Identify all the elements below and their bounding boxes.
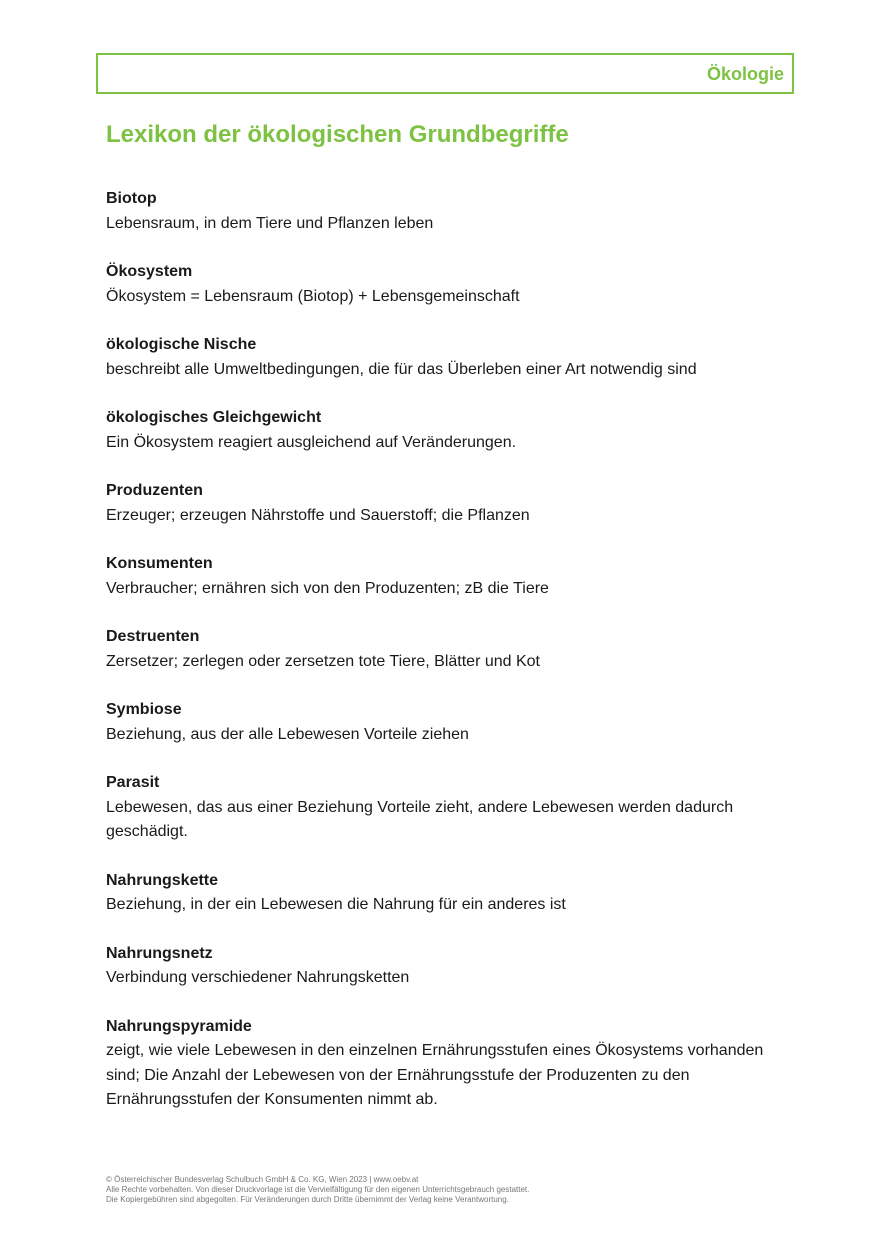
glossary-entry (106, 625, 796, 674)
glossary-entry (106, 552, 796, 601)
header-subject-label: Ökologie (706, 64, 784, 84)
glossary-entry (106, 333, 796, 382)
entry-term: Nahrungspyramide (106, 1017, 252, 1035)
entry-term: ökologisches Gleichgewicht (106, 409, 322, 426)
entry-definition: Lebensraum, in dem Tiere und Pflanzen leben (106, 214, 434, 232)
entry-definition: Ein Ökosystem reagiert ausgleichend auf Veränderungen. (106, 433, 517, 451)
entry-term: Biotop (106, 190, 157, 207)
entry-definition: Erzeuger; erzeugen Nährstoffe und Sauerstoff; die Pflanzen (106, 506, 530, 524)
entry-term: Symbiose (106, 701, 182, 718)
entry-definition: Ökosystem = Lebensraum (Biotop) + Lebensgemeinschaft (106, 287, 520, 305)
entry-definition: Beziehung, in der ein Lebewesen die Nahrung für ein anderes ist (106, 896, 566, 913)
footer-line: Die Kopiergebühren sind abgegolten. Für Veränderungen durch Dritte übernimmt der Verlag keine Verantwortung. (106, 1195, 509, 1204)
entry-definition: Verbraucher; ernähren sich von den Produzenten; zB die Tiere (106, 579, 549, 597)
copyright-footer (106, 1175, 806, 1205)
entry-definition: Beziehung, aus der alle Lebewesen Vorteile ziehen (106, 725, 469, 743)
glossary-list (106, 187, 796, 1137)
header-box (96, 53, 794, 94)
entry-definition: Verbindung verschiedener Nahrungsketten (106, 969, 410, 986)
glossary-entry (106, 187, 796, 236)
entry-term: Destruenten (106, 628, 200, 645)
footer-line: Alle Rechte vorbehalten. Von dieser Druckvorlage ist die Vervielfältigung für den eigenen Unterrichtsgebrauch gestattet. (106, 1185, 530, 1194)
entry-definition: beschreibt alle Umweltbedingungen, die für das Überleben einer Art notwendig sind (106, 360, 697, 378)
page-title: Lexikon der ökologischen Grundbegriffe (106, 121, 569, 148)
entry-term: Nahrungskette (106, 871, 219, 889)
entry-definition: Lebewesen, das aus einer Beziehung Vorteile zieht, andere Lebewesen werden dadurch geschädigt. (106, 798, 734, 840)
glossary-entry (106, 771, 796, 845)
entry-definition: zeigt, wie viele Lebewesen in den einzelnen Ernährungsstufen eines Ökosystems vorhanden sind; Die Anzahl der Lebewesen von der Ernährungsstufe der Produzenten zu den Ernährungsstufen der Konsumenten nimmt ab. (106, 1042, 764, 1108)
entry-term: Produzenten (106, 482, 203, 499)
glossary-entry (106, 942, 796, 991)
glossary-entry (106, 1015, 796, 1113)
entry-definition: Zersetzer; zerlegen oder zersetzen tote Tiere, Blätter und Kot (106, 652, 540, 670)
glossary-entry (106, 869, 796, 918)
entry-term: ökologische Nische (106, 336, 257, 353)
glossary-entry (106, 698, 796, 747)
entry-term: Konsumenten (106, 555, 213, 572)
footer-line: © Österreichischer Bundesverlag Schulbuch GmbH & Co. KG, Wien 2023 | www.oebv.at (106, 1175, 419, 1184)
glossary-entry (106, 479, 796, 528)
glossary-entry (106, 406, 796, 455)
entry-term: Parasit (106, 774, 160, 791)
entry-term: Ökosystem (106, 263, 193, 280)
glossary-entry (106, 260, 796, 309)
entry-term: Nahrungsnetz (106, 944, 213, 962)
